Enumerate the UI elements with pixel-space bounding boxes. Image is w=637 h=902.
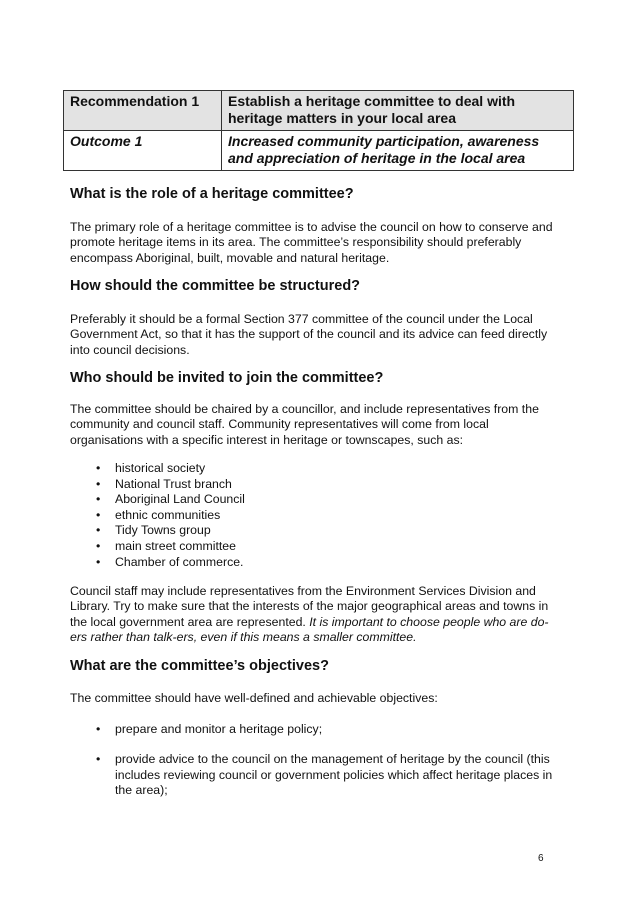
- bullet-icon: •: [96, 554, 101, 569]
- outcome-row: [64, 131, 574, 171]
- objectives-list: [96, 722, 566, 814]
- heading-objectives: What are the committee’s objectives?: [70, 658, 329, 674]
- bullet-icon: •: [96, 722, 101, 736]
- bullet-icon: •: [96, 476, 101, 491]
- staff-text: Council staff may include representatives from the Environment Services Division and Library. Try to make sure that the interests of the major geographical areas and towns in the local government area are represented.: [70, 584, 549, 629]
- list-item: • ethnic communities: [96, 507, 221, 522]
- bullet-icon: •: [96, 538, 101, 553]
- outcome-text: Increased community participation, awareness and appreciation of heritage in the local area: [222, 131, 574, 171]
- list-item: • historical society: [96, 461, 206, 475]
- paragraph-staff: [70, 584, 560, 646]
- paragraph-objectives: The committee should have well-defined and achievable objectives:: [70, 691, 438, 705]
- recommendation-table: [63, 90, 574, 171]
- bullet-icon: •: [96, 492, 101, 507]
- bullet-icon: •: [96, 523, 101, 538]
- bullet-icon: •: [96, 752, 101, 767]
- paragraph-role: The primary role of a heritage committee is to advise the council on how to conserve and promote heritage items in its area. The committee’s responsibility should preferably encompass Aboriginal, built, movable and natural heritage.: [70, 220, 553, 265]
- recommendation-text: Establish a heritage committee to deal with heritage matters in your local area: [222, 91, 574, 131]
- outcome-label: Outcome 1: [64, 131, 222, 171]
- staff-emphasis: It is important to choose people who are do-ers rather than talk-ers, even if this means a smaller committee.: [70, 614, 549, 645]
- paragraph-invite: The committee should be chaired by a councillor, and include representatives from the community and council staff. Community representatives will come from local organisations with a specific interest in heritage or townscapes, such as:: [70, 402, 539, 447]
- list-item: • Chamber of commerce.: [96, 554, 244, 569]
- bullet-icon: •: [96, 507, 101, 522]
- list-item: • provide advice to the council on the management of heritage by the council (this includes reviewing council or government policies which affect heritage places in the area);: [96, 752, 553, 798]
- heading-invite: Who should be invited to join the committee?: [70, 370, 384, 386]
- list-item: • Aboriginal Land Council: [96, 492, 245, 507]
- recommendation-row: [64, 91, 574, 131]
- page-number: 6: [538, 853, 544, 864]
- heading-structure: How should the committee be structured?: [70, 278, 361, 294]
- heading-role: What is the role of a heritage committee?: [70, 186, 354, 202]
- paragraph-structure: Preferably it should be a formal Section 377 committee of the council under the Local Government Act, so that it has the support of the council and its advice can feed directly into council decisions.: [70, 312, 548, 357]
- list-item: • National Trust branch: [96, 476, 232, 491]
- list-item: • main street committee: [96, 538, 236, 553]
- organisation-list: [96, 461, 245, 570]
- bullet-icon: •: [96, 461, 101, 475]
- recommendation-label: Recommendation 1: [64, 91, 222, 131]
- list-item: • prepare and monitor a heritage policy;: [96, 722, 323, 736]
- list-item: • Tidy Towns group: [96, 523, 211, 538]
